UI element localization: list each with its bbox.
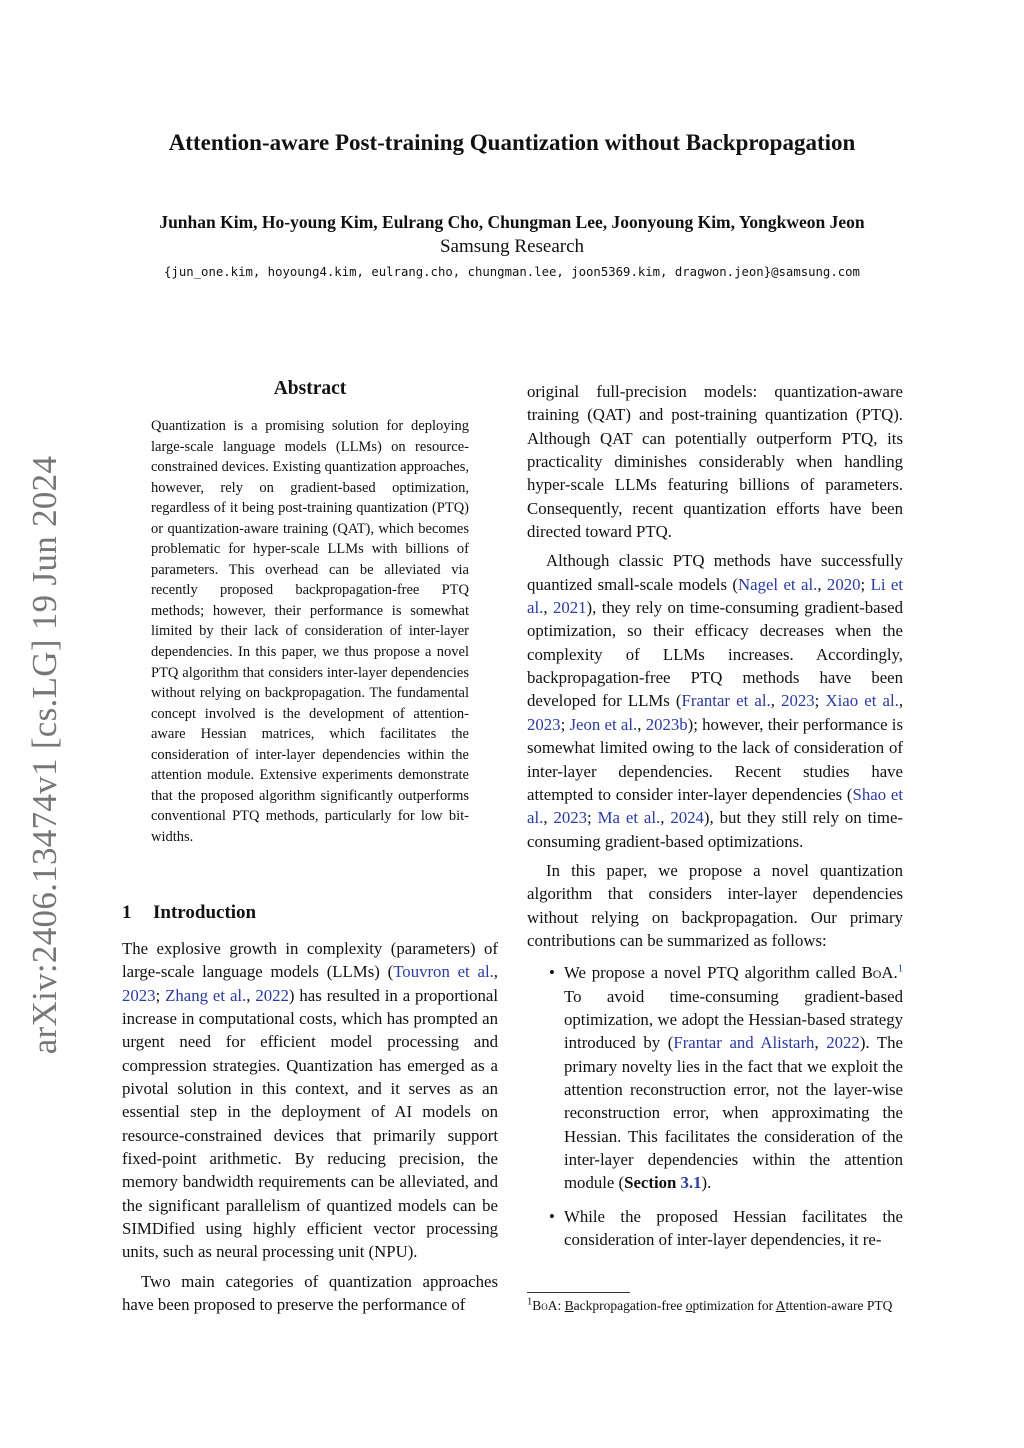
abstract-heading: Abstract [273,378,347,399]
abstract-text: Quantization is a promising solution for deploying large-scale language models (LLMs) on resource-constrained devices. Existing quantization approaches, however, rely on gradient-based optimization, regardless of it being post-training quantization (PTQ) or quantization-aware training (QAT), which becomes problematic for hyper-scale LLMs with billions of parameters. This overhead can be alleviated via recently proposed backpropagation-free PTQ methods; however, their performance is somewhat limited by their lack of consideration of inter-layer dependencies. In this paper, we thus propose a novel PTQ algorithm that considers inter-layer dependencies without relying on backpropagation. The fundamental concept involved is the development of attention-aware Hessian matrices, which facilitates the consideration of inter-layer dependencies within the attention module. Extensive experiments demonstrate that the proposed algorithm significantly outperforms conventional PTQ methods, particularly for low bit-widths. [151,418,469,845]
citation-link[interactable]: 2023b [645,714,688,734]
list-item: • We propose a novel PTQ algorithm called BoA.$^1$ To avoid time-consuming gradient-based optimization, we adopt the Hessian-based strategy introduced by (Frantar and Alistarh, 2022). The primary novelty lies in the fact that we exploit the attention reconstruction error, not the layer-wise reconstruction error, when approximating the Hessian. This facilitates the consideration of the inter-layer dependencies within the attention module (Section 3.1). [564,961,903,1194]
intro-paragraph-4: In this paper, we propose a novel quantization algorithm that considers inter-layer dependencies without relying on backpropagation. Our primary contributions can be summarized as follows: [527,860,903,950]
section-title: Introduction [153,902,257,923]
citation-link[interactable]: Frantar et al. [681,691,771,711]
author-list: Junhan Kim, Ho-young Kim, Eulrang Cho, Chungman Lee, Joonyoung Kim, Yongkweon Jeon [159,212,865,232]
citation-link[interactable]: 2023 [527,714,561,734]
affiliation: Samsung Research [439,236,585,257]
method-name: BoA [861,963,894,983]
citation-link[interactable]: 2023 [781,691,815,711]
intro-paragraph-2-continued: original full-precision models: quantization-aware training (QAT) and post-training quantization (PTQ). Although QAT can potentially outperform PTQ, its practicality diminishes considerably when handling hyper-scale LLMs featuring billions of parameters. Consequently, recent quantization efforts have been directed toward PTQ. [527,382,903,542]
section-number: 1 [122,902,132,923]
citation-link[interactable]: Frantar and Alistarh [673,1033,815,1053]
intro-paragraph-2: Two main categories of quantization approaches have been proposed to preserve the performance of [122,1271,498,1315]
citation-link[interactable]: 2022 [255,985,289,1005]
arxiv-sidebar [10,455,80,1055]
right-column [527,380,903,1261]
citation-link[interactable]: 2021 [552,598,587,618]
citation-link[interactable]: 2020 [826,574,861,594]
citation-link[interactable]: Nagel et al. [738,574,818,594]
footnote-divider [527,1292,630,1293]
author-emails: {jun_one.kim, hoyoung4.kim, eulrang.cho, chungman.lee, joon5369.kim, dragwon.jeon}@samsung.com [164,265,860,279]
citation-link[interactable]: Shao et al. [527,784,903,828]
citation-link[interactable]: Ma et al. [597,808,661,828]
left-column [122,937,498,1317]
footnote-number: 1 [527,1296,533,1308]
section-reference-link[interactable]: 3.1 [680,1173,702,1193]
citation-link[interactable]: 2022 [826,1033,860,1053]
section-heading-introduction [122,902,256,924]
list-item: • While the proposed Hessian facilitates the consideration of inter-layer dependencies, it re- [564,1205,903,1252]
footnote: $^1$BoA: Backpropagation-free optimization for Attention-aware PTQ [527,1296,893,1313]
citation-link[interactable]: 2023 [122,985,156,1005]
citation-link[interactable]: Jeon et al. [569,714,638,734]
citation-link[interactable]: Touvron et al. [393,962,494,982]
citation-link[interactable]: 2023 [553,808,587,828]
footnote-marker[interactable]: 1 [897,963,903,975]
paper-title: Attention-aware Post-training Quantization without Backpropagation [168,130,856,155]
citation-link[interactable]: Li et al. [527,574,903,618]
contributions-list [527,961,903,1251]
citation-link[interactable]: Xiao et al. [825,691,899,711]
arxiv-identifier: arXiv:2406.13474v1 [cs.LG] 19 Jun 2024 [25,455,64,1055]
intro-paragraph-3: Although classic PTQ methods have successfully quantized small-scale models (Nagel et al., 2020; Li et al., 2021), they rely on time-consuming gradient-based optimization, so their efficacy decreases when the complexity of LLMs increases. Accordingly, backpropagation-free PTQ methods have been developed for LLMs (Frantar et al., 2023; Xiao et al., 2023; Jeon et al., 2023b); however, their performance is somewhat limited owing to the lack of consideration of inter-layer dependencies. Recent studies have attempted to consider inter-layer dependencies (Shao et al., 2023; Ma et al., 2024), but they still rely on time-consuming gradient-based optimizations. [527,551,904,851]
intro-paragraph-1: The explosive growth in complexity (parameters) of large-scale language models (LLMs) (Touvron et al., 2023; Zhang et al., 2022) has resulted in a proportional increase in computational costs, which has prompted an urgent need for efficient model processing and compression strategies. Quantization has emerged as a pivotal solution in this context, and it serves as an essential step in the deployment of AI models on resource-constrained devices that primarily support fixed-point arithmetic. By reducing precision, the memory bandwidth requirements can be alleviated, and the significant parallelism of quantized models can be SIMDified using highly efficient vector processing units, such as neural processing unit (NPU). [122,939,499,1262]
citation-link[interactable]: Zhang et al. [165,985,247,1005]
citation-link[interactable]: 2024 [670,808,704,828]
